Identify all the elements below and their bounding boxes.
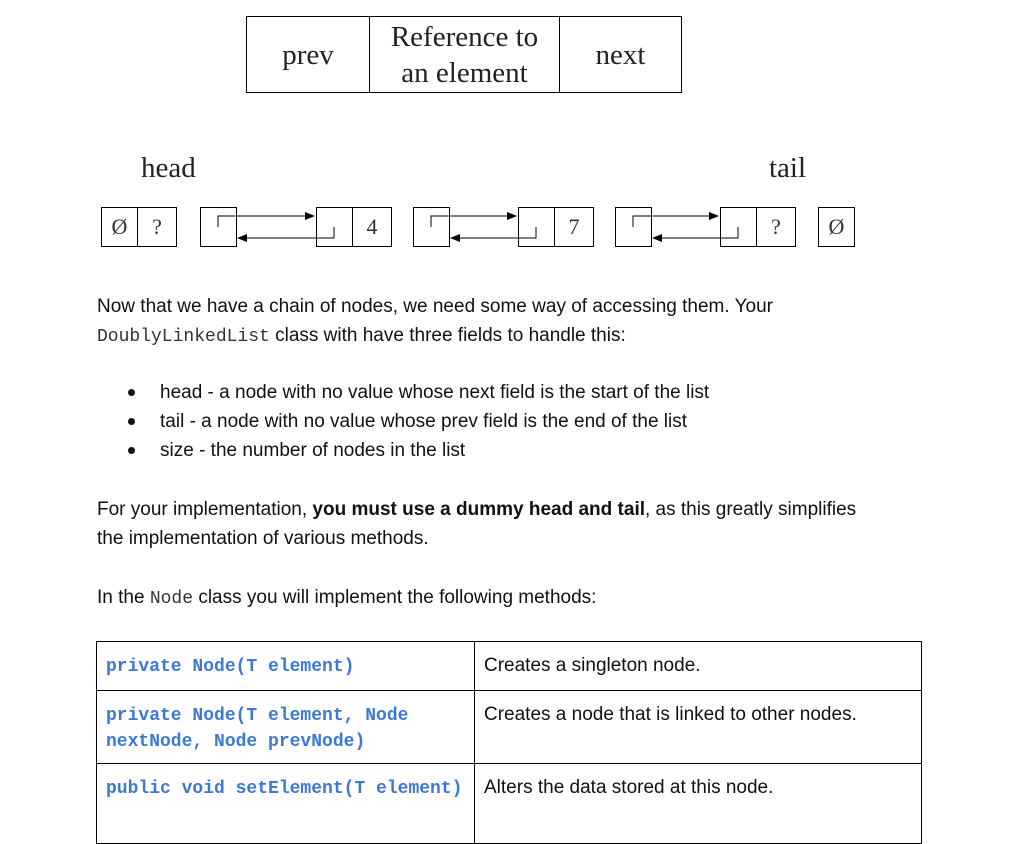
prev-link-arrow bbox=[238, 227, 334, 238]
cell-value: ? bbox=[152, 214, 162, 239]
table-row bbox=[97, 764, 922, 844]
method-signature: private Node(T element) bbox=[97, 642, 475, 691]
method-description: Creates a node that is linked to other nodes. bbox=[475, 691, 922, 764]
class-name-code: DoublyLinkedList bbox=[97, 327, 270, 347]
cell-value: 7 bbox=[568, 214, 580, 239]
prev-link-arrow bbox=[451, 227, 536, 238]
node-element-label: Reference to an element bbox=[390, 20, 539, 89]
intro-text-2: class with have three fields to handle this: bbox=[269, 325, 626, 346]
intro-text-1: Now that we have a chain of nodes, we need some way of accessing them. Your bbox=[97, 296, 773, 317]
node-prev-label: prev bbox=[282, 38, 334, 71]
node-intro: In the Node class you will implement the following methods: bbox=[97, 587, 597, 609]
intro-paragraph bbox=[97, 292, 897, 352]
method-description: Alters the data stored at this node. bbox=[475, 764, 922, 844]
node-element-field bbox=[369, 16, 560, 93]
bullet-icon bbox=[128, 418, 135, 425]
table-row bbox=[97, 642, 922, 691]
node-class-code: Node bbox=[149, 589, 194, 609]
bullet-icon bbox=[128, 447, 135, 454]
bullet-icon bbox=[128, 389, 135, 396]
null-symbol: Ø bbox=[111, 214, 128, 239]
methods-table bbox=[96, 641, 922, 844]
next-link-arrow bbox=[218, 216, 314, 227]
head-label: head bbox=[141, 152, 196, 184]
next-link-arrow bbox=[431, 216, 516, 227]
method-signature: private Node(T element, Node nextNode, Node prevNode) bbox=[97, 691, 475, 764]
table-row bbox=[97, 691, 922, 764]
fields-list bbox=[128, 378, 709, 465]
method-description: Creates a singleton node. bbox=[475, 642, 922, 691]
method-signature: public void setElement(T element) bbox=[97, 764, 475, 844]
list-item: head - a node with no value whose next field is the start of the list bbox=[128, 378, 709, 407]
node-next-field bbox=[559, 16, 682, 93]
node-prev-field bbox=[246, 16, 370, 93]
tail-label: tail bbox=[769, 152, 807, 184]
dummy-paragraph: For your implementation, you must use a dummy head and tail, as this greatly simplifies the implementation of various methods. bbox=[97, 499, 857, 549]
list-item: size - the number of nodes in the list bbox=[128, 436, 709, 465]
prev-link-arrow bbox=[653, 227, 738, 238]
chain-arrows bbox=[0, 190, 1024, 270]
cell-value: ? bbox=[771, 214, 781, 239]
next-link-arrow bbox=[633, 216, 718, 227]
cell-value: 4 bbox=[366, 214, 378, 239]
node-next-label: next bbox=[595, 38, 646, 71]
null-symbol: Ø bbox=[828, 214, 845, 239]
dummy-emphasis: you must use a dummy head and tail bbox=[312, 499, 645, 520]
list-item: tail - a node with no value whose prev field is the end of the list bbox=[128, 407, 709, 436]
